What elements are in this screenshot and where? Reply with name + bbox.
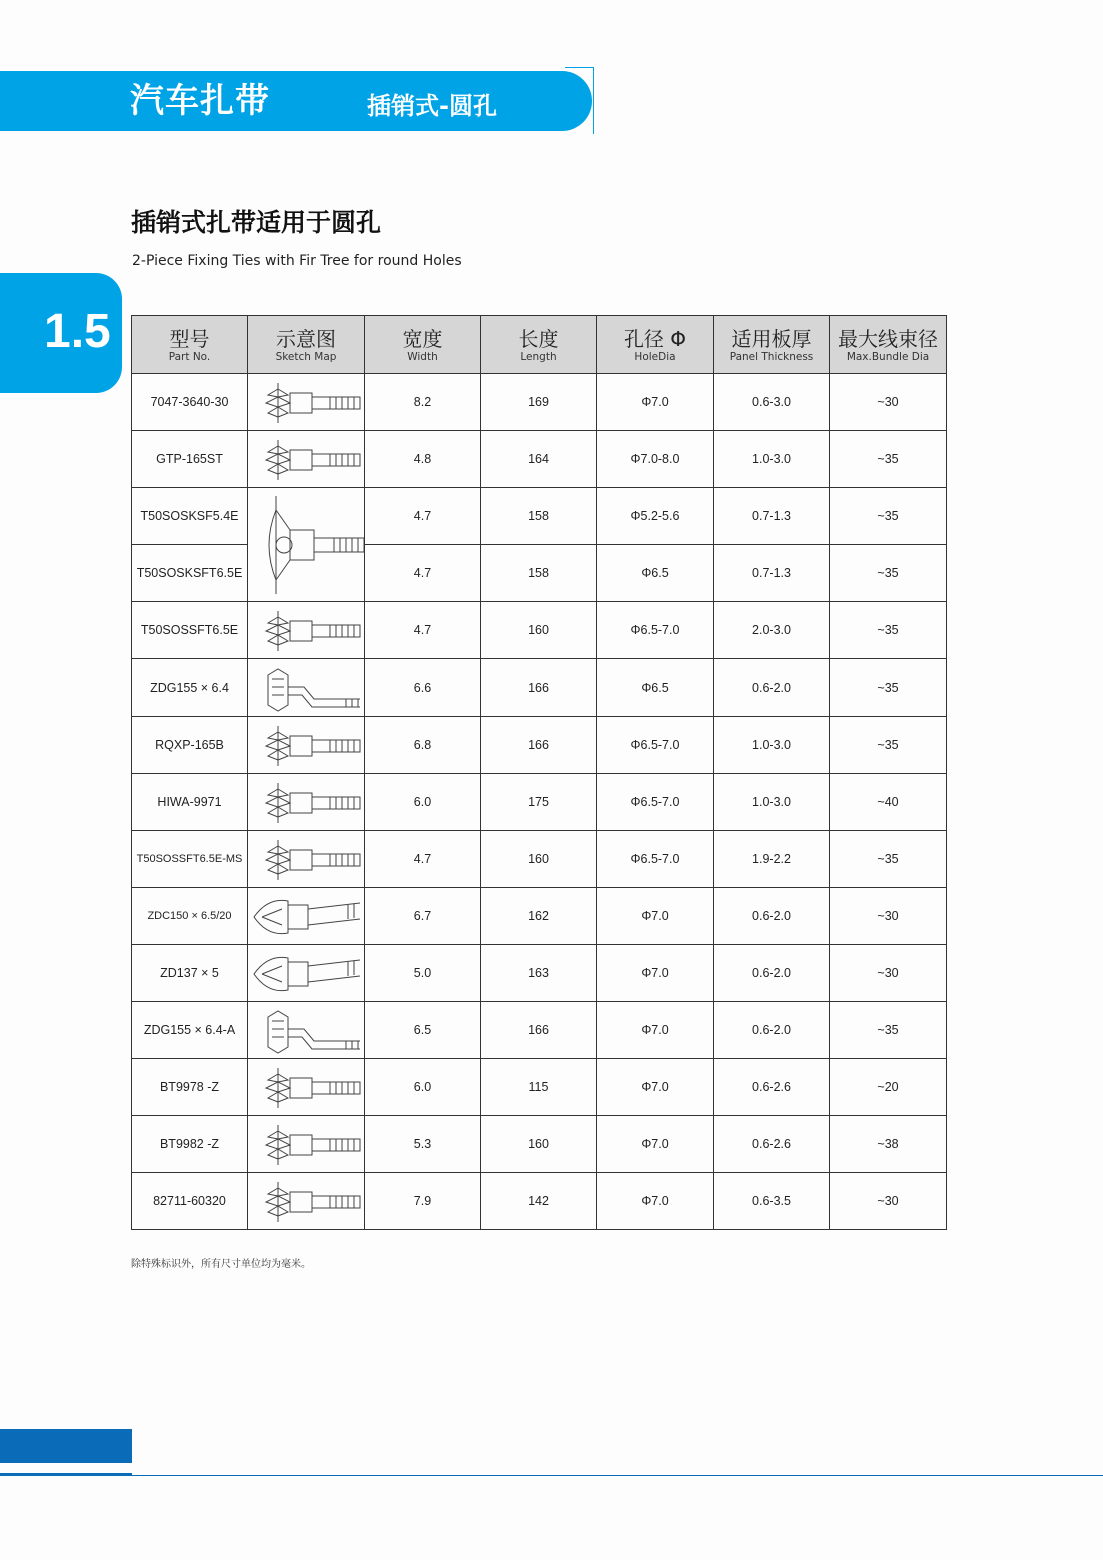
max-bundle-cell: ~30	[830, 1173, 947, 1230]
length-cell: 169	[481, 374, 597, 431]
panel-thickness-cell: 1.9-2.2	[714, 830, 830, 887]
sketch-cell	[248, 1116, 365, 1173]
part-number-cell: BT9982 -Z	[132, 1116, 248, 1173]
sketch-cell	[248, 602, 365, 659]
panel-thickness-cell: 0.6-2.0	[714, 659, 830, 716]
fir-tree-tie-icon	[248, 603, 364, 657]
clip-tie-icon	[248, 889, 364, 943]
part-number-cell: RQXP-165B	[132, 716, 248, 773]
column-header	[830, 316, 947, 374]
column-header	[597, 316, 714, 374]
max-bundle-cell: ~35	[830, 830, 947, 887]
width-cell: 4.7	[365, 602, 481, 659]
section-number-tab	[0, 273, 122, 393]
part-number-cell: GTP-165ST	[132, 431, 248, 488]
header-title: 汽车扎带	[130, 81, 270, 121]
max-bundle-cell: ~20	[830, 1059, 947, 1116]
column-header-cn: 示意图	[276, 326, 336, 351]
panel-thickness-cell: 0.7-1.3	[714, 545, 830, 602]
column-header-en: Part No.	[168, 350, 211, 363]
width-cell: 4.7	[365, 830, 481, 887]
hole-dia-cell: Φ5.2-5.6	[597, 488, 714, 545]
width-cell: 4.8	[365, 431, 481, 488]
width-cell: 6.7	[365, 887, 481, 944]
max-bundle-cell: ~38	[830, 1116, 947, 1173]
fir-tree-tie-icon	[248, 1174, 364, 1228]
fir-tree-tie-icon	[248, 832, 364, 886]
table-row	[132, 1002, 947, 1059]
hole-dia-cell: Φ7.0	[597, 944, 714, 1001]
sketch-cell	[248, 431, 365, 488]
table-row	[132, 374, 947, 431]
hole-dia-cell: Φ7.0-8.0	[597, 431, 714, 488]
table-row	[132, 1059, 947, 1116]
angled-tie-icon	[248, 1003, 364, 1057]
width-cell: 4.7	[365, 488, 481, 545]
max-bundle-cell: ~35	[830, 602, 947, 659]
panel-thickness-cell: 1.0-3.0	[714, 773, 830, 830]
table-row	[132, 431, 947, 488]
hole-dia-cell: Φ6.5-7.0	[597, 773, 714, 830]
sketch-cell	[248, 1173, 365, 1230]
length-cell: 160	[481, 1116, 597, 1173]
fir-tree-tie-icon	[248, 375, 364, 429]
sketch-cell	[248, 887, 365, 944]
length-cell: 162	[481, 887, 597, 944]
section-title: 插销式扎带适用于圆孔	[131, 208, 382, 237]
length-cell: 175	[481, 773, 597, 830]
part-number-cell: T50SOSKSF5.4E	[132, 488, 248, 545]
column-header-en: HoleDia	[634, 350, 676, 363]
fir-tree-tie-icon	[248, 718, 364, 772]
part-number-cell: T50SOSKSFT6.5E	[132, 545, 248, 602]
panel-thickness-cell: 1.0-3.0	[714, 431, 830, 488]
table-row	[132, 887, 947, 944]
footer-block	[0, 1429, 132, 1463]
hole-dia-cell: Φ7.0	[597, 374, 714, 431]
column-header	[481, 316, 597, 374]
max-bundle-cell: ~30	[830, 374, 947, 431]
hole-dia-cell: Φ6.5-7.0	[597, 602, 714, 659]
max-bundle-cell: ~40	[830, 773, 947, 830]
table-row	[132, 716, 947, 773]
width-cell: 6.6	[365, 659, 481, 716]
table-row	[132, 659, 947, 716]
header-banner-outline	[565, 67, 594, 134]
length-cell: 160	[481, 830, 597, 887]
fir-tree-tie-icon	[248, 1060, 364, 1114]
max-bundle-cell: ~35	[830, 659, 947, 716]
length-cell: 166	[481, 1002, 597, 1059]
hole-dia-cell: Φ6.5-7.0	[597, 830, 714, 887]
length-cell: 160	[481, 602, 597, 659]
column-header-en: Length	[520, 350, 557, 363]
length-cell: 163	[481, 944, 597, 1001]
part-number-cell: ZDG155 × 6.4-A	[132, 1002, 248, 1059]
column-header-en: Width	[407, 350, 438, 363]
part-number-cell: 82711-60320	[132, 1173, 248, 1230]
length-cell: 166	[481, 659, 597, 716]
hole-dia-cell: Φ7.0	[597, 1173, 714, 1230]
table-row	[132, 1116, 947, 1173]
length-cell: 142	[481, 1173, 597, 1230]
table-row	[132, 830, 947, 887]
width-cell: 8.2	[365, 374, 481, 431]
column-header-cn: 孔径 Φ	[623, 326, 687, 351]
length-cell: 158	[481, 545, 597, 602]
max-bundle-cell: ~35	[830, 1002, 947, 1059]
header-banner	[0, 71, 592, 131]
part-number-cell: HIWA-9971	[132, 773, 248, 830]
clip-tie-icon	[248, 946, 364, 1000]
part-number-cell: ZDG155 × 6.4	[132, 659, 248, 716]
hole-dia-cell: Φ7.0	[597, 887, 714, 944]
width-cell: 4.7	[365, 545, 481, 602]
angled-tie-icon	[248, 661, 364, 715]
sketch-cell	[248, 773, 365, 830]
column-header-en: Panel Thickness	[729, 350, 814, 363]
part-number-cell: T50SOSSFT6.5E-MS	[132, 830, 248, 887]
section-subtitle: 2-Piece Fixing Ties with Fir Tree for round Holes	[132, 253, 462, 269]
hole-dia-cell: Φ7.0	[597, 1002, 714, 1059]
fir-tree-tie-icon	[248, 432, 364, 486]
spec-table	[131, 315, 947, 1230]
column-header	[365, 316, 481, 374]
width-cell: 6.0	[365, 773, 481, 830]
column-header-cn: 适用板厚	[731, 326, 812, 351]
table-header-row	[132, 316, 947, 374]
length-cell: 164	[481, 431, 597, 488]
panel-thickness-cell: 0.6-2.0	[714, 1002, 830, 1059]
max-bundle-cell: ~30	[830, 887, 947, 944]
width-cell: 5.3	[365, 1116, 481, 1173]
footer-line	[0, 1475, 1103, 1476]
fir-tree-tie-icon	[248, 1117, 364, 1171]
table-row	[132, 773, 947, 830]
part-number-cell: T50SOSSFT6.5E	[132, 602, 248, 659]
column-header	[132, 316, 248, 374]
panel-thickness-cell: 0.6-2.6	[714, 1116, 830, 1173]
panel-thickness-cell: 0.7-1.3	[714, 488, 830, 545]
hole-dia-cell: Φ6.5	[597, 659, 714, 716]
panel-thickness-cell: 0.6-2.6	[714, 1059, 830, 1116]
sketch-cell	[248, 716, 365, 773]
hole-dia-cell: Φ6.5-7.0	[597, 716, 714, 773]
panel-thickness-cell: 0.6-2.0	[714, 887, 830, 944]
width-cell: 7.9	[365, 1173, 481, 1230]
table-row	[132, 1173, 947, 1230]
part-number-cell: ZDC150 × 6.5/20	[132, 887, 248, 944]
max-bundle-cell: ~35	[830, 488, 947, 545]
column-header	[248, 316, 365, 374]
length-cell: 158	[481, 488, 597, 545]
panel-thickness-cell: 2.0-3.0	[714, 602, 830, 659]
footnote: 除特殊标识外，所有尺寸单位均为毫米。	[131, 1259, 311, 1270]
table-row	[132, 488, 947, 545]
max-bundle-cell: ~30	[830, 944, 947, 1001]
panel-thickness-cell: 1.0-3.0	[714, 716, 830, 773]
hole-dia-cell: Φ6.5	[597, 545, 714, 602]
hole-dia-cell: Φ7.0	[597, 1059, 714, 1116]
length-cell: 166	[481, 716, 597, 773]
header-subtitle: 插销式-圆孔	[367, 92, 497, 120]
umbrella-tie-icon	[248, 490, 364, 600]
sketch-cell	[248, 944, 365, 1001]
column-header-en: Sketch Map	[275, 350, 337, 363]
max-bundle-cell: ~35	[830, 545, 947, 602]
sketch-cell	[248, 488, 365, 602]
width-cell: 6.0	[365, 1059, 481, 1116]
width-cell: 6.5	[365, 1002, 481, 1059]
sketch-cell	[248, 1002, 365, 1059]
max-bundle-cell: ~35	[830, 716, 947, 773]
sketch-cell	[248, 374, 365, 431]
table-row	[132, 944, 947, 1001]
column-header-en: Max.Bundle Dia	[846, 350, 930, 363]
panel-thickness-cell: 0.6-3.5	[714, 1173, 830, 1230]
sketch-cell	[248, 659, 365, 716]
column-header	[714, 316, 830, 374]
width-cell: 5.0	[365, 944, 481, 1001]
section-number: 1.5	[44, 305, 111, 358]
panel-thickness-cell: 0.6-2.0	[714, 944, 830, 1001]
length-cell: 115	[481, 1059, 597, 1116]
part-number-cell: 7047-3640-30	[132, 374, 248, 431]
panel-thickness-cell: 0.6-3.0	[714, 374, 830, 431]
fir-tree-tie-icon	[248, 775, 364, 829]
part-number-cell: BT9978 -Z	[132, 1059, 248, 1116]
part-number-cell: ZD137 × 5	[132, 944, 248, 1001]
column-header-cn: 型号	[169, 326, 210, 351]
sketch-cell	[248, 1059, 365, 1116]
hole-dia-cell: Φ7.0	[597, 1116, 714, 1173]
sketch-cell	[248, 830, 365, 887]
column-header-cn: 宽度	[402, 326, 443, 351]
max-bundle-cell: ~35	[830, 431, 947, 488]
table-row	[132, 602, 947, 659]
column-header-cn: 长度	[518, 326, 559, 351]
column-header-cn: 最大线束径	[838, 326, 938, 351]
width-cell: 6.8	[365, 716, 481, 773]
